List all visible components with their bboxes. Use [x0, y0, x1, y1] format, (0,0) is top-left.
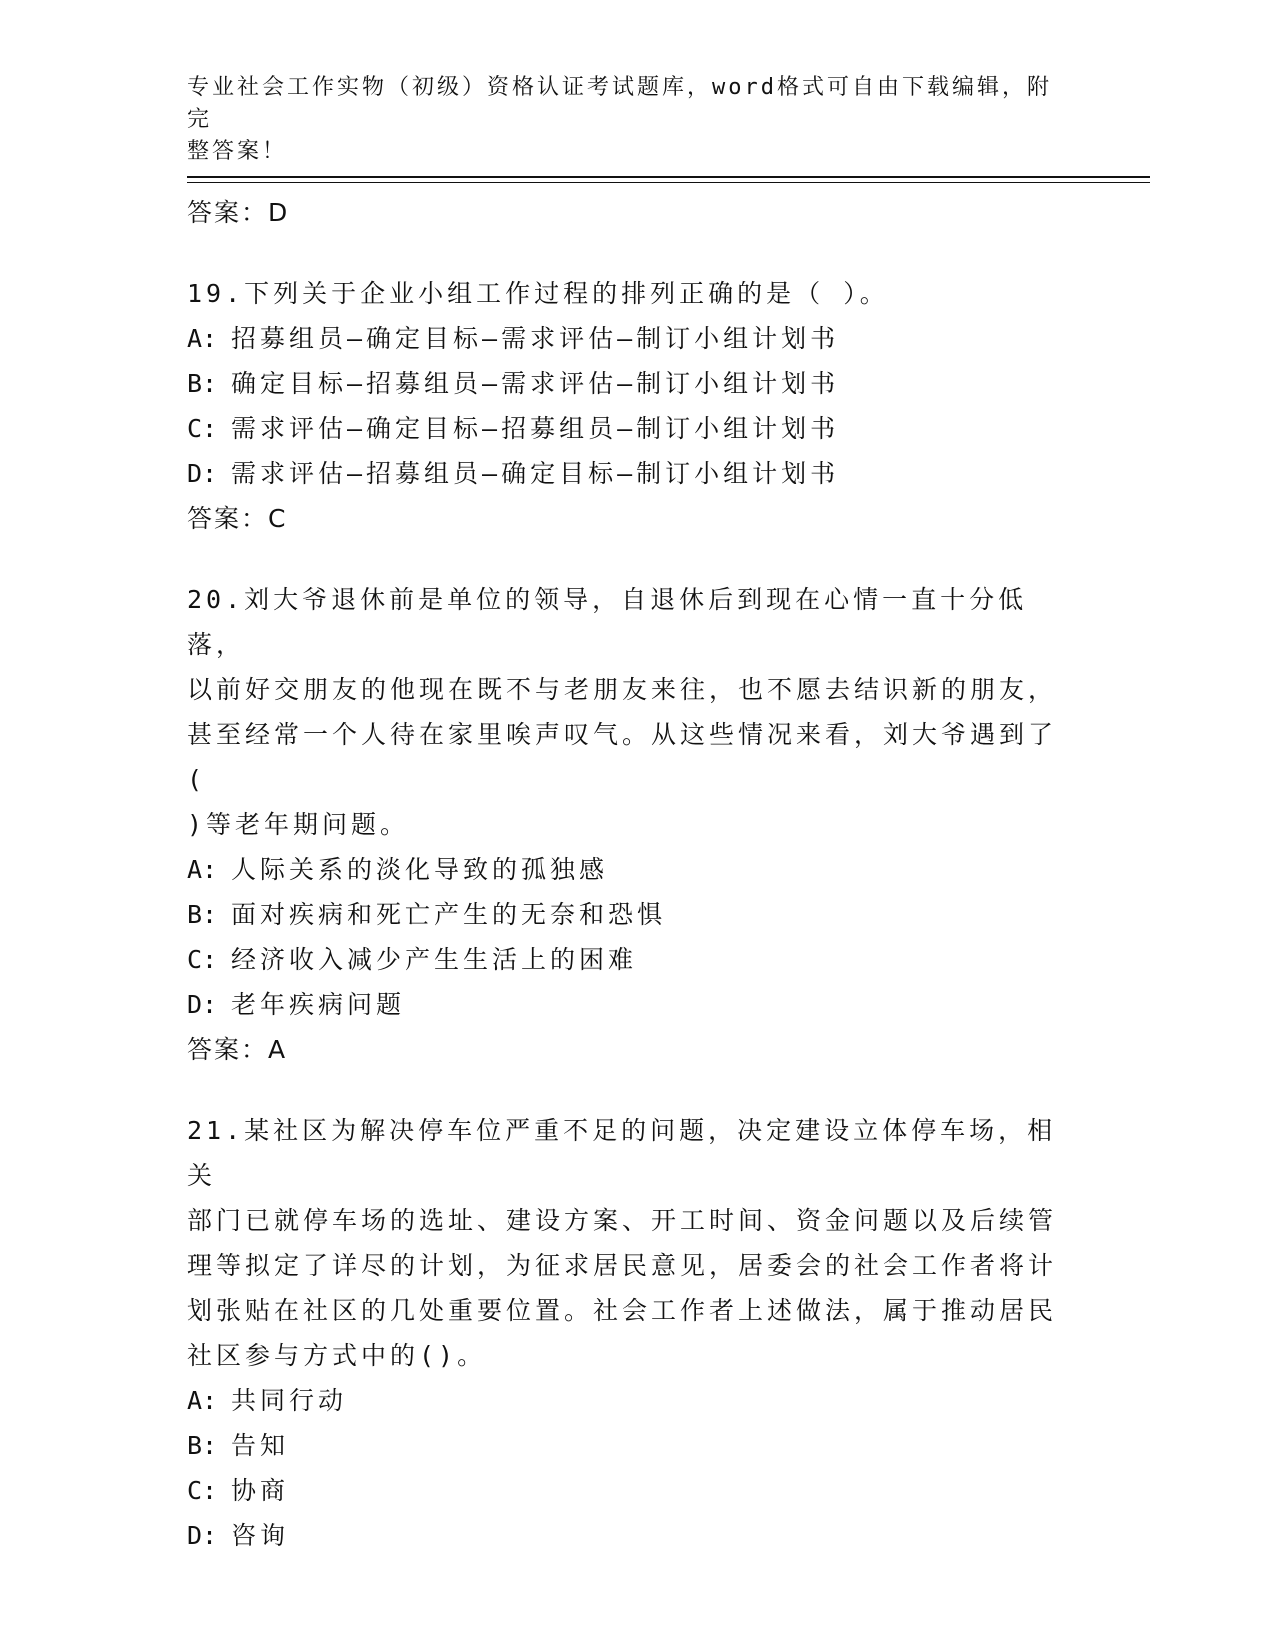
answer-20: 答案：A	[187, 1035, 288, 1064]
option-letter: D:	[187, 990, 218, 1019]
stem-line: 20.刘大爷退休前是单位的领导，自退休后到现在心情一直十分低落，	[187, 585, 1028, 659]
option-text: 老年疾病问题	[231, 990, 406, 1019]
option-letter: D:	[187, 1521, 218, 1550]
option-letter: C:	[187, 945, 218, 974]
stem-line: 甚至经常一个人待在家里唉声叹气。从这些情况来看，刘大爷遇到了(	[187, 720, 1058, 794]
document-body	[187, 190, 1067, 1558]
option-a	[187, 316, 1067, 361]
option-d	[187, 982, 1067, 1027]
question-19	[187, 271, 1067, 541]
option-letter: D:	[187, 459, 218, 488]
option-b	[187, 361, 1067, 406]
stem-line: 以前好交朋友的他现在既不与老朋友来往，也不愿去结识新的朋友，	[187, 675, 1058, 704]
stem-line: 19.下列关于企业小组工作过程的排列正确的是（ ）。	[187, 279, 889, 308]
option-letter: A:	[187, 855, 218, 884]
answer-19: 答案：C	[187, 504, 288, 533]
question-stem	[187, 577, 1067, 847]
option-text: 确定目标—招募组员—需求评估—制订小组计划书	[231, 369, 840, 398]
option-d	[187, 451, 1067, 496]
answer-previous: 答案：D	[187, 198, 290, 227]
option-letter: A:	[187, 1386, 218, 1415]
option-letter: C:	[187, 414, 218, 443]
option-letter: C:	[187, 1476, 218, 1505]
stem-line: )等老年期问题。	[187, 810, 410, 839]
option-text: 人际关系的淡化导致的孤独感	[231, 855, 609, 884]
option-letter: A:	[187, 324, 218, 353]
option-text: 需求评估—招募组员—确定目标—制订小组计划书	[231, 459, 840, 488]
header-line-2: 整答案！	[187, 139, 288, 164]
stem-line: 划张贴在社区的几处重要位置。社会工作者上述做法，属于推动居民	[187, 1296, 1058, 1325]
option-b	[187, 892, 1067, 937]
question-20	[187, 577, 1067, 1072]
question-stem	[187, 271, 1067, 316]
option-text: 面对疾病和死亡产生的无奈和恐惧	[231, 900, 667, 929]
option-text: 共同行动	[231, 1386, 348, 1415]
option-a	[187, 847, 1067, 892]
option-text: 招募组员—确定目标—需求评估—制订小组计划书	[231, 324, 840, 353]
stem-line: 理等拟定了详尽的计划，为征求居民意见，居委会的社会工作者将计	[187, 1251, 1058, 1280]
option-text: 需求评估—确定目标—招募组员—制订小组计划书	[231, 414, 840, 443]
stem-line: 部门已就停车场的选址、建设方案、开工时间、资金问题以及后续管	[187, 1206, 1058, 1235]
option-d	[187, 1513, 1067, 1558]
option-text: 咨询	[231, 1521, 290, 1550]
option-a	[187, 1378, 1067, 1423]
option-c	[187, 406, 1067, 451]
option-c	[187, 1468, 1067, 1513]
header-line-1: 专业社会工作实物（初级）资格认证考试题库，word格式可自由下载编辑，附完	[187, 75, 1052, 132]
document-header	[187, 72, 1067, 168]
option-text: 协商	[231, 1476, 290, 1505]
option-letter: B:	[187, 1431, 218, 1460]
question-21	[187, 1108, 1067, 1558]
option-b	[187, 1423, 1067, 1468]
option-letter: B:	[187, 900, 218, 929]
stem-line: 21.某社区为解决停车位严重不足的问题，决定建设立体停车场，相关	[187, 1116, 1057, 1190]
option-c	[187, 937, 1067, 982]
header-divider-thick	[187, 176, 1150, 178]
option-text: 告知	[231, 1431, 290, 1460]
stem-line: 社区参与方式中的()。	[187, 1341, 487, 1370]
option-letter: B:	[187, 369, 218, 398]
option-text: 经济收入减少产生生活上的困难	[231, 945, 638, 974]
question-stem	[187, 1108, 1067, 1378]
header-divider-thin	[187, 182, 1150, 183]
